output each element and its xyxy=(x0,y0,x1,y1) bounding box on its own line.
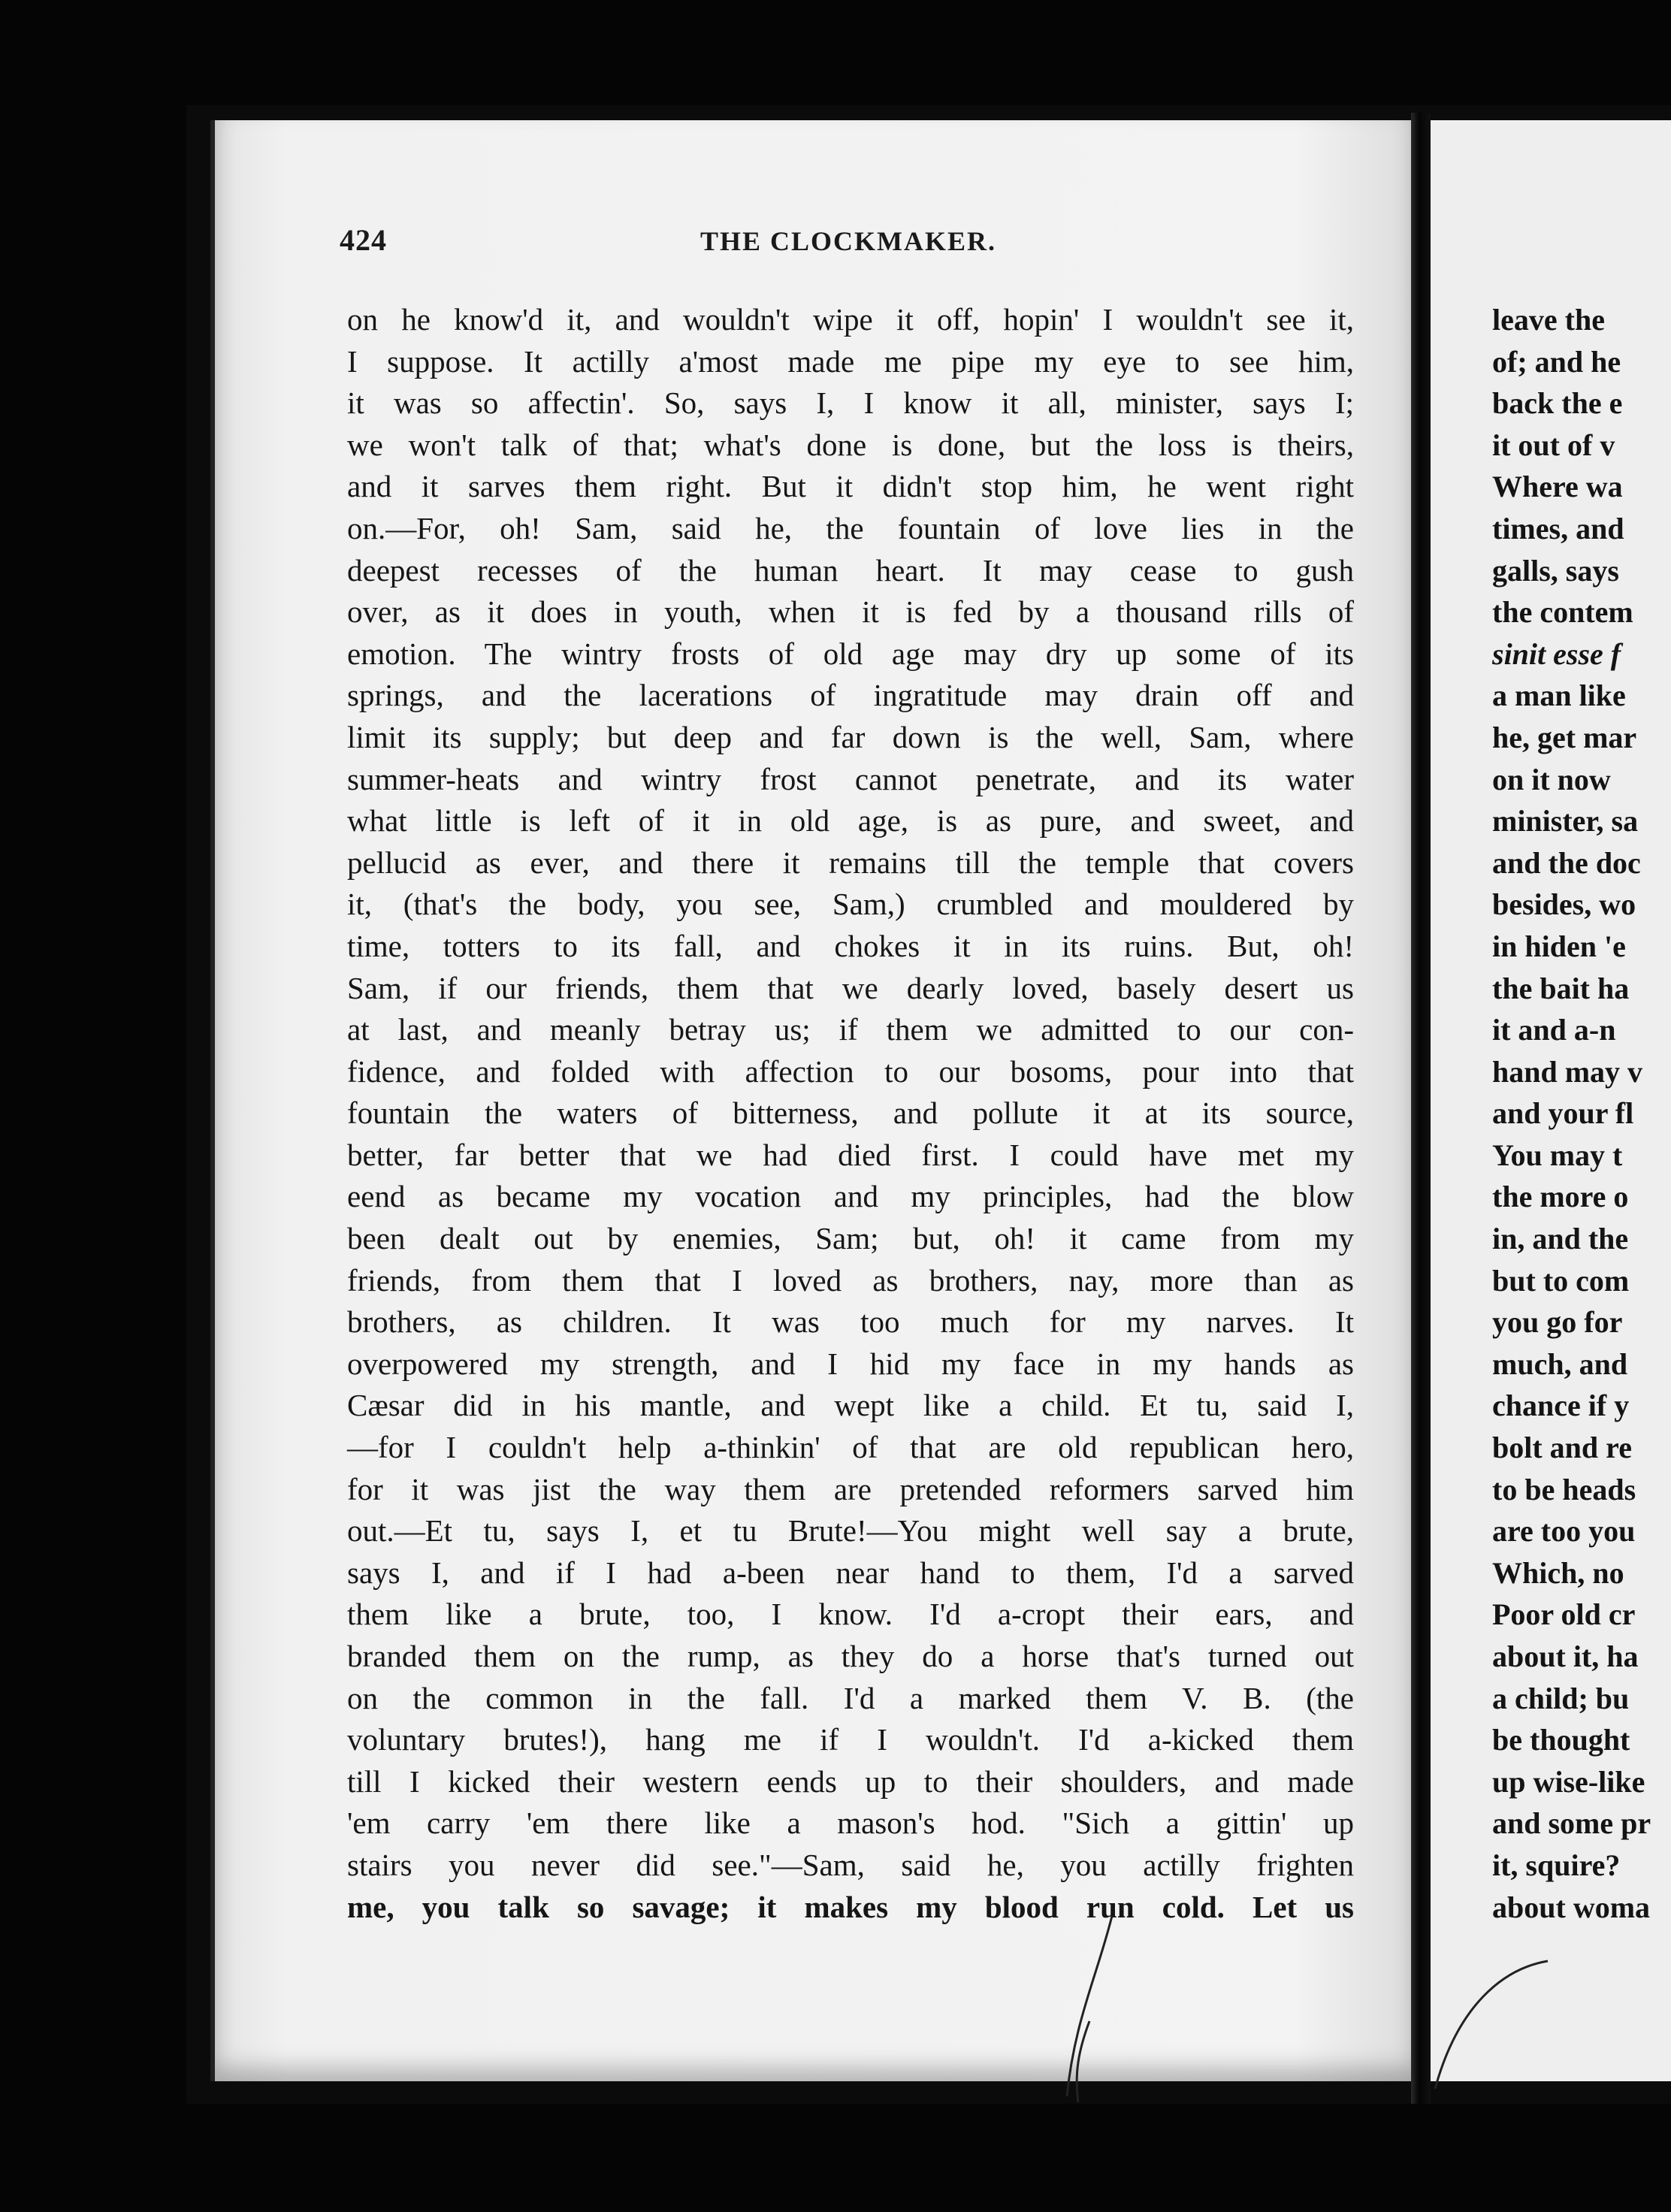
text-line: friends, from them that I loved as brothers, nay, more than as xyxy=(347,1262,1354,1298)
facing-text-line: You may t xyxy=(1492,1138,1623,1172)
text-line: Cæsar did in his mantle, and wept like a child. Et tu, said I, xyxy=(347,1388,1354,1423)
page-number: 424 xyxy=(340,223,387,257)
text-line: summer-heats and wintry frost cannot penetrate, and its water xyxy=(347,761,1354,796)
book-gutter xyxy=(1411,113,1431,2104)
text-line: it, (that's the body, you see, Sam,) crumbled and mouldered by xyxy=(347,887,1354,922)
text-line: till I kicked their western eends up to their shoulders, and made xyxy=(347,1763,1354,1799)
text-line: time, totters to its fall, and chokes it in its ruins. But, oh! xyxy=(347,928,1354,963)
facing-text-line: of; and he xyxy=(1492,344,1621,379)
body-text xyxy=(347,299,1354,1928)
facing-text-line: a man like xyxy=(1492,678,1626,713)
text-line: voluntary brutes!), hang me if I wouldn't. I'd a-kicked them xyxy=(347,1722,1354,1757)
text-line: at last, and meanly betray us; if them we admitted to our con- xyxy=(347,1012,1354,1047)
facing-text-line: about it, ha xyxy=(1492,1639,1639,1673)
text-line: on the common in the fall. I'd a marked them V. B. (the xyxy=(347,1680,1354,1715)
text-line: on.—For, oh! Sam, said he, the fountain of love lies in the xyxy=(347,510,1354,545)
facing-text-line: it out of v xyxy=(1492,428,1615,462)
facing-text-line: it and a-n xyxy=(1492,1013,1616,1047)
text-line: for it was jist the way them are pretended reformers sarved him xyxy=(347,1471,1354,1506)
facing-text-line: and some pr xyxy=(1492,1806,1651,1841)
facing-text-line: minister, sa xyxy=(1492,804,1639,839)
facing-text-line: it, squire? xyxy=(1492,1848,1621,1882)
facing-text-line: Where wa xyxy=(1492,470,1623,504)
text-line: deepest recesses of the human heart. It may cease to gush xyxy=(347,552,1354,588)
facing-text-line: sinit esse f xyxy=(1492,636,1621,671)
text-line: better, far better that we had died first. I could have met my xyxy=(347,1137,1354,1172)
facing-text-line: hand may v xyxy=(1492,1054,1643,1089)
text-line: I suppose. It actilly a'most made me pipe my eye to see him, xyxy=(347,343,1354,379)
film-scratch-mark xyxy=(1044,1908,1135,2104)
facing-text-line: Which, no xyxy=(1492,1555,1624,1590)
page-header xyxy=(340,222,1354,275)
text-line: stairs you never did see."—Sam, said he, you actilly frighten xyxy=(347,1847,1354,1882)
text-line: overpowered my strength, and I hid my face in my hands as xyxy=(347,1346,1354,1381)
facing-text-line: chance if y xyxy=(1492,1389,1630,1423)
facing-text-line: back the e xyxy=(1492,386,1623,421)
facing-text-line: on it now xyxy=(1492,762,1611,796)
text-line: 'em carry 'em there like a mason's hod. "Sich a gittin' up xyxy=(347,1806,1354,1841)
text-line: them like a brute, too, I know. I'd a-cropt their ears, and xyxy=(347,1597,1354,1632)
facing-text-line: in hiden 'e xyxy=(1492,929,1626,963)
text-line: eend as became my vocation and my principles, had the blow xyxy=(347,1179,1354,1214)
text-line: Sam, if our friends, them that we dearly loved, basely desert us xyxy=(347,970,1354,1005)
facing-text-line: you go for xyxy=(1492,1305,1623,1340)
text-line: limit its supply; but deep and far down is the well, Sam, where xyxy=(347,719,1354,754)
running-title: THE CLOCKMAKER. xyxy=(700,226,997,256)
facing-text-line: leave the xyxy=(1492,303,1605,337)
facing-text-line: be thought xyxy=(1492,1723,1630,1757)
film-scratch-mark-right xyxy=(1428,1946,1563,2096)
facing-text-line: in, and the xyxy=(1492,1222,1629,1256)
facing-text-line: Poor old cr xyxy=(1492,1597,1636,1632)
text-line: fountain the waters of bitterness, and pollute it at its source, xyxy=(347,1095,1354,1131)
text-line: me, you talk so savage; it makes my blood run cold. Let us xyxy=(347,1889,1354,1924)
text-line: pellucid as ever, and there it remains till the temple that covers xyxy=(347,845,1354,880)
text-line: —for I couldn't help a-thinkin' of that are old republican hero, xyxy=(347,1430,1354,1465)
facing-text-line: besides, wo xyxy=(1492,887,1636,922)
facing-text-line: the bait ha xyxy=(1492,971,1630,1005)
facing-page-text xyxy=(1492,299,1671,1928)
facing-text-line: but to com xyxy=(1492,1263,1630,1298)
text-line: been dealt out by enemies, Sam; but, oh! it came from my xyxy=(347,1221,1354,1256)
facing-text-line: are too you xyxy=(1492,1514,1636,1549)
text-line: fidence, and folded with affection to our bosoms, pour into that xyxy=(347,1053,1354,1089)
facing-text-line: and the doc xyxy=(1492,845,1641,880)
facing-text-line: up wise-like xyxy=(1492,1764,1645,1799)
text-line: springs, and the lacerations of ingratitude may drain off and xyxy=(347,678,1354,713)
facing-text-line: much, and xyxy=(1492,1346,1628,1381)
text-line: out.—Et tu, says I, et tu Brute!—You might well say a brute, xyxy=(347,1513,1354,1549)
text-line: and it sarves them right. But it didn't stop him, he went right xyxy=(347,469,1354,504)
facing-text-line: he, get mar xyxy=(1492,720,1637,754)
facing-text-line: bolt and re xyxy=(1492,1431,1632,1465)
text-line: says I, and if I had a-been near hand to them, I'd a sarved xyxy=(347,1555,1354,1590)
text-line: what little is left of it in old age, is as pure, and sweet, and xyxy=(347,803,1354,839)
facing-text-line: a child; bu xyxy=(1492,1681,1630,1715)
facing-text-line: the more o xyxy=(1492,1180,1629,1214)
text-line: on he know'd it, and wouldn't wipe it off, hopin' I wouldn't see it, xyxy=(347,302,1354,337)
facing-text-line: about woma xyxy=(1492,1890,1651,1924)
facing-text-line: and your fl xyxy=(1492,1096,1634,1131)
facing-text-line: to be heads xyxy=(1492,1472,1636,1506)
text-line: branded them on the rump, as they do a horse that's turned out xyxy=(347,1639,1354,1673)
facing-text-line: times, and xyxy=(1492,511,1624,545)
text-line: emotion. The wintry frosts of old age may dry up some of its xyxy=(347,636,1354,671)
text-line: it was so affectin'. So, says I, I know it all, minister, says I; xyxy=(347,385,1354,421)
facing-text-line: galls, says xyxy=(1492,553,1619,588)
facing-text-line: the contem xyxy=(1492,595,1633,630)
text-line: we won't talk of that; what's done is done, but the loss is theirs, xyxy=(347,427,1354,462)
text-line: over, as it does in youth, when it is fed by a thousand rills of xyxy=(347,594,1354,630)
text-line: brothers, as children. It was too much for my narves. It xyxy=(347,1304,1354,1340)
